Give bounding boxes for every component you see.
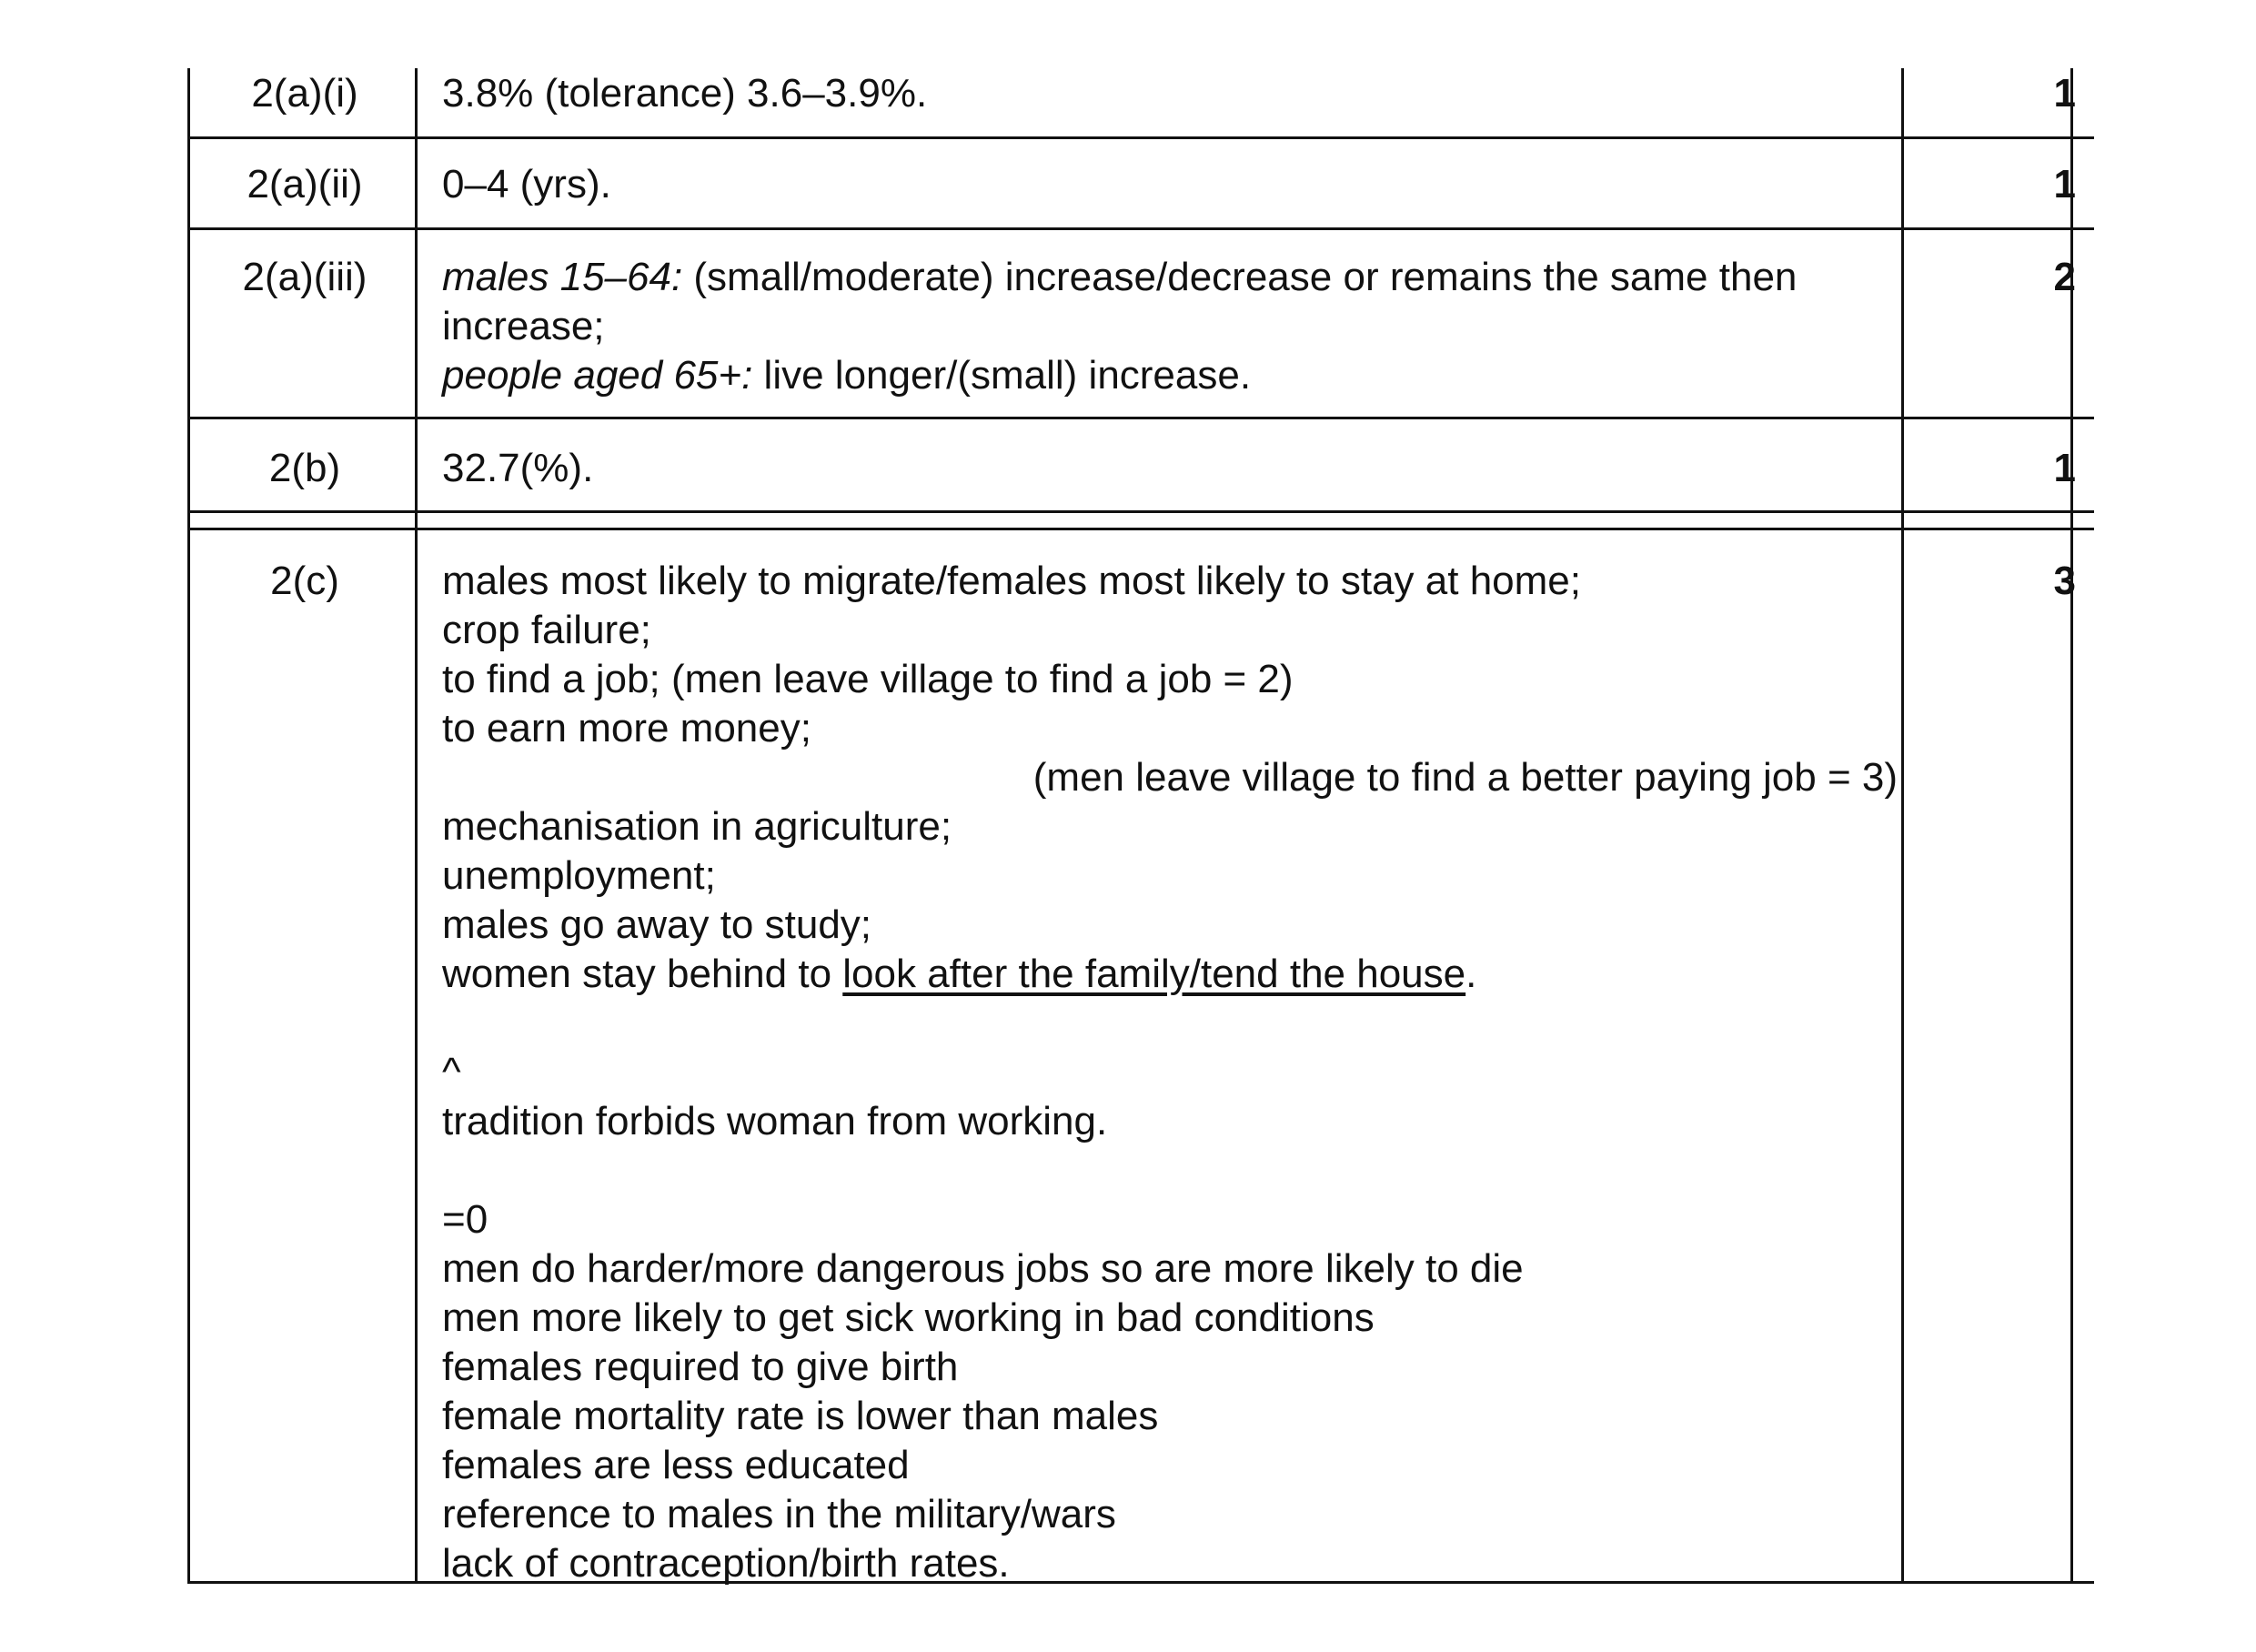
italic-label: males 15–64: <box>442 255 683 299</box>
marks-value: 1 <box>2053 162 2076 206</box>
answer-block <box>442 253 1898 400</box>
zero-line: men do harder/more dangerous jobs so are more likely to die <box>442 1246 1524 1291</box>
table-left-border <box>187 68 190 1584</box>
row-divider <box>187 528 2094 530</box>
question-number: 2(a)(iii) <box>242 255 368 299</box>
zero-line: men more likely to get sick working in bad conditions <box>442 1295 1375 1340</box>
italic-label: people aged 65+: <box>442 353 753 398</box>
answer-line <box>442 253 1898 302</box>
answer-text: . <box>1465 952 1477 996</box>
answer-text: live longer/(small) increase. <box>752 353 1252 398</box>
question-number: 2(a)(ii) <box>247 162 363 206</box>
row-divider <box>187 227 2094 230</box>
zero-line: females required to give birth <box>442 1345 959 1389</box>
answer-line: males go away to study; <box>442 902 872 947</box>
row-divider <box>187 510 2094 513</box>
answer-line-note: (men leave village to find a better paying job = 3) <box>1032 755 1898 800</box>
answer-text: 32.7(%). <box>442 446 594 490</box>
zero-line: females are less educated <box>442 1443 910 1487</box>
answer-line: mechanisation in agriculture; <box>442 804 952 849</box>
answer-line: increase; <box>442 304 605 348</box>
answer-line: crop failure; <box>442 608 651 652</box>
answer-text: 3.8% (tolerance) 3.6–3.9%. <box>442 71 928 116</box>
marks-value: 3 <box>2053 559 2076 603</box>
question-number: 2(b) <box>268 446 341 490</box>
answer-text: (small/moderate) increase/decrease or remains the same then <box>682 255 1798 299</box>
answer-block <box>442 557 1898 1588</box>
answer-text: 0–4 (yrs). <box>442 162 611 206</box>
answer-line: tradition forbids woman from working. <box>442 1099 1108 1143</box>
zero-line: reference to males in the military/wars <box>442 1492 1116 1536</box>
question-number: 2(c) <box>270 559 339 603</box>
row-divider <box>187 417 2094 419</box>
answer-line <box>442 351 1898 400</box>
underlined-text: look after the family/tend the house <box>842 952 1466 996</box>
answer-line <box>442 950 1898 999</box>
zero-line: lack of contraception/birth rates. <box>442 1541 1010 1586</box>
answer-line: males most likely to migrate/females most likely to stay at home; <box>442 559 1581 603</box>
marks-value: 2 <box>2053 255 2076 299</box>
caret-mark: ^ <box>442 1050 461 1094</box>
answer-text: women stay behind to <box>442 952 843 996</box>
answer-line: unemployment; <box>442 853 716 898</box>
answer-line: to find a job; (men leave village to find a job = 2) <box>442 657 1294 701</box>
marks-value: 1 <box>2053 446 2076 490</box>
answer-line: to earn more money; <box>442 706 811 750</box>
question-number: 2(a)(i) <box>251 71 358 116</box>
row-divider <box>187 136 2094 139</box>
column-divider <box>1901 68 1904 1584</box>
zero-heading: =0 <box>442 1197 488 1242</box>
marks-value: 1 <box>2053 71 2076 116</box>
zero-line: female mortality rate is lower than males <box>442 1394 1159 1438</box>
